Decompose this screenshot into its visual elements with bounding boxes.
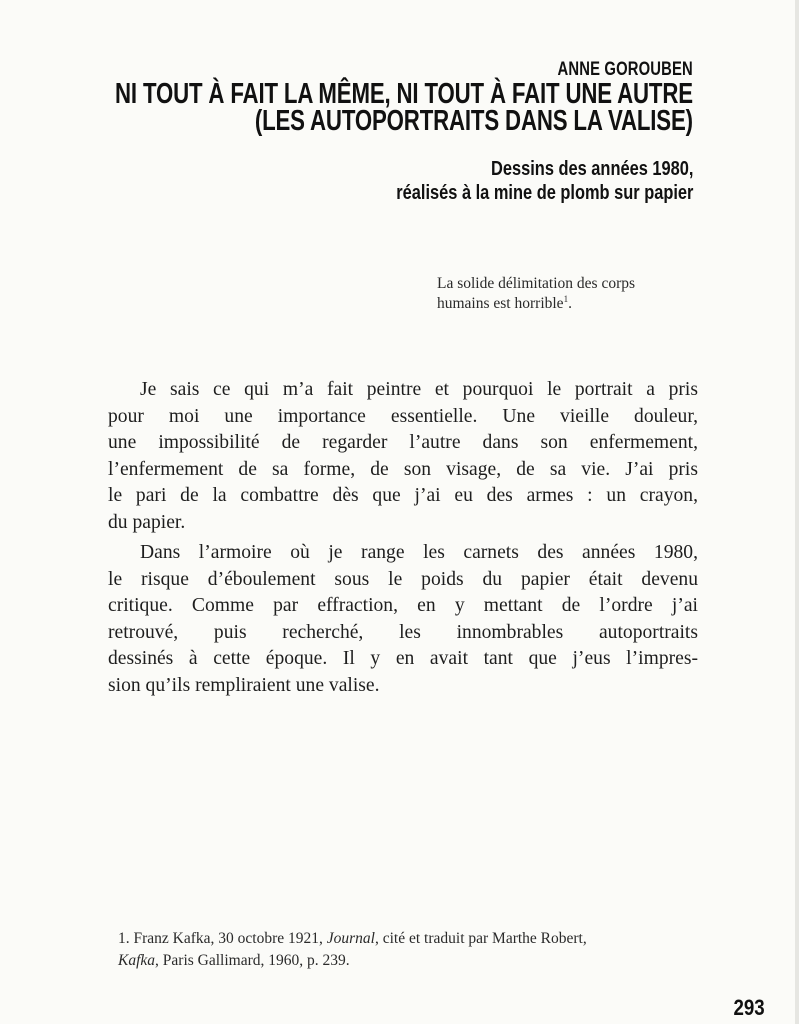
paragraph-1-line: du papier. [108, 511, 186, 533]
footnote-ref: 1. Franz Kafka, 30 octobre 1921, [118, 930, 327, 947]
paragraph-1-line: pour moi une importance essentielle. Une vieille douleur, [108, 405, 698, 427]
epigraph [437, 274, 727, 314]
footnote-publisher: , Paris Gallimard, 1960, p. 239. [155, 952, 350, 969]
subtitle-line-2: réalisés à la mine de plomb sur papier [395, 181, 693, 204]
chapter-title-line-2: (LES AUTOPORTRAITS DANS LA VALISE) [254, 105, 693, 137]
epigraph-line-2-end: . [568, 295, 572, 312]
paragraph-2-line: sion qu’ils rempliraient une valise. [108, 674, 380, 696]
page-number: 293 [733, 995, 765, 1020]
chapter-header [115, 59, 693, 135]
paragraph-1-line: Je sais ce qui m’a fait peintre et pourquoi le portrait a pris [140, 379, 698, 400]
paragraph-2-line: retrouvé, puis recherché, les innombrables autoportraits [108, 621, 698, 643]
body-text [108, 377, 698, 699]
footnote-line-1 [118, 928, 718, 950]
footnote-marker[interactable]: 1 [563, 294, 569, 304]
footnote [118, 928, 718, 972]
chapter-title-line-1: NI TOUT À FAIT LA MÊME, NI TOUT À FAIT UNE AUTRE [115, 78, 693, 110]
paragraph-2 [108, 540, 698, 699]
footnote-book-title: Kafka [118, 952, 156, 969]
chapter-subtitle [396, 157, 693, 205]
subtitle-line-1: Dessins des années 1980, [490, 157, 693, 180]
author-name: ANNE GOROUBEN [557, 59, 693, 80]
footnote-citation: , cité et traduit par Marthe Robert, [374, 930, 587, 947]
paragraph-1-line: le pari de la combattre dès que j’ai eu des armes : un crayon, [108, 485, 698, 506]
footnote-line-2 [118, 950, 718, 972]
epigraph-line-1: La solide délimitation des corps [437, 275, 636, 292]
epigraph-line-2 [437, 294, 727, 314]
page-edge [795, 0, 799, 1024]
paragraph-2-line: dessinés à cette époque. Il y en avait tant que j’eus l’impres- [108, 648, 698, 669]
paragraph-2-line: le risque d’éboulement sous le poids du papier était devenu [108, 568, 698, 590]
footnote-journal-title: Journal [326, 930, 375, 947]
paragraph-1-line: l’enfermement de sa forme, de son visage, de sa vie. J’ai pris [108, 458, 698, 480]
paragraph-2-line: critique. Comme par effraction, en y mettant de l’ordre j’ai [108, 595, 698, 616]
paragraph-1 [108, 377, 698, 536]
epigraph-line-2-text: humains est horrible [437, 295, 564, 312]
paragraph-2-line: Dans l’armoire où je range les carnets des années 1980, [140, 542, 698, 563]
paragraph-1-line: une impossibilité de regarder l’autre dans son enfermement, [108, 432, 698, 453]
